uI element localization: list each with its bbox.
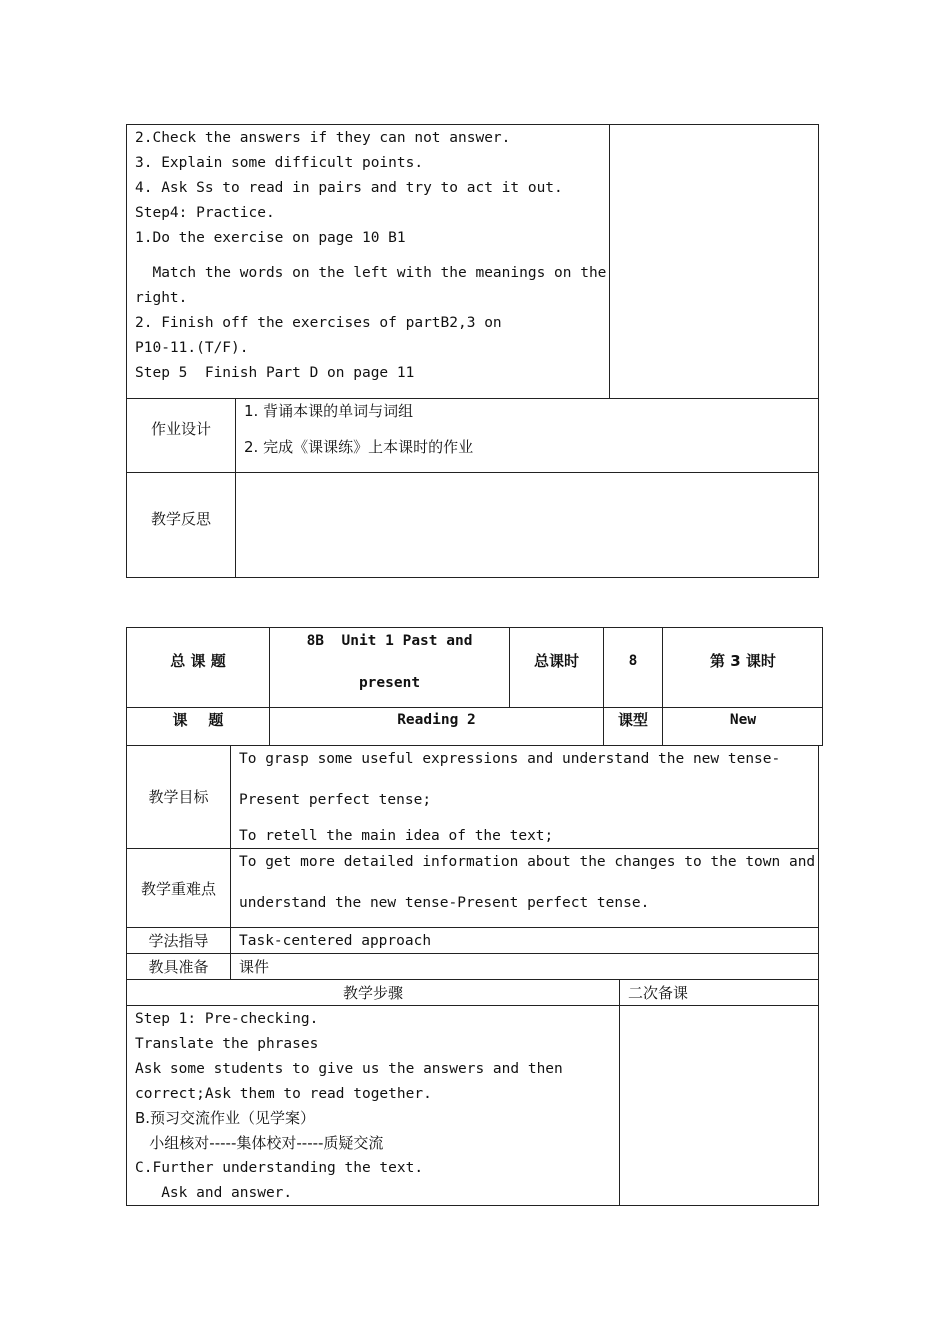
step-line: 2.Check the answers if they can not answer.: [135, 130, 511, 146]
step-line: right.: [135, 290, 188, 306]
table-divider: [126, 472, 819, 473]
goals-line: To retell the main idea of the text;: [239, 828, 554, 844]
goals-line: To grasp some useful expressions and understand the new tense-: [239, 751, 781, 767]
table-divider: [126, 953, 819, 954]
table-divider: [609, 124, 610, 398]
lesson-label: 课 题: [172, 711, 224, 729]
method-label: 学法指导: [148, 932, 209, 950]
goals-line: Present perfect tense;: [239, 792, 432, 808]
type-value: New: [729, 712, 757, 728]
key-points-line: To get more detailed information about the changes to the town and: [239, 854, 816, 870]
step-line: Ask some students to give us the answers and then: [135, 1061, 563, 1077]
step-line: correct;Ask them to read together.: [135, 1086, 432, 1102]
homework-item: 2. 完成《课课练》上本课时的作业: [244, 438, 474, 456]
tools-label: 教具准备: [148, 958, 209, 976]
table-divider: [230, 746, 231, 979]
step-line: Step 5 Finish Part D on page 11: [135, 365, 415, 381]
key-points-label: 教学重难点: [140, 880, 216, 898]
step-line: 1.Do the exercise on page 10 B1: [135, 230, 406, 246]
tools-value: 课件: [239, 958, 270, 976]
lesson-number: 第 3 课时: [710, 652, 776, 670]
reflection-label: 教学反思: [150, 510, 211, 528]
table-divider: [235, 398, 236, 578]
topic-label: 总 课 题: [170, 652, 226, 670]
table-divider: [126, 398, 819, 399]
step-line: 2. Finish off the exercises of partB2,3 on: [135, 315, 502, 331]
step-line: 4. Ask Ss to read in pairs and try to act it out.: [135, 180, 563, 196]
step-line: 3. Explain some difficult points.: [135, 155, 424, 171]
table-divider: [126, 1005, 819, 1006]
step-line: Step4: Practice.: [135, 205, 275, 221]
step-line: Match the words on the left with the meanings on the: [135, 265, 607, 281]
method-value: Task-centered approach: [239, 933, 432, 949]
step-line: C.Further understanding the text.: [135, 1160, 424, 1176]
table-divider: [126, 927, 819, 928]
step-line: 小组核对-----集体校对-----质疑交流: [135, 1134, 384, 1152]
goals-label: 教学目标: [148, 788, 209, 806]
key-points-line: understand the new tense-Present perfect tense.: [239, 895, 650, 911]
step-line: B.预习交流作业（见学案）: [135, 1109, 316, 1127]
table-divider: [619, 979, 620, 1206]
step-line: Translate the phrases: [135, 1036, 319, 1052]
step-line: Ask and answer.: [135, 1185, 293, 1201]
total-hours-label: 总课时: [533, 652, 579, 670]
topic-value: 8B Unit 1 Past and: [306, 633, 473, 649]
backup-header: 二次备课: [628, 984, 689, 1002]
table-divider: [126, 979, 819, 980]
lesson-value: Reading 2: [397, 712, 476, 728]
homework-label: 作业设计: [150, 420, 211, 438]
table-divider: [126, 707, 823, 708]
type-label: 课型: [617, 711, 648, 729]
total-hours-value: 8: [628, 653, 638, 669]
step-line: P10-11.(T/F).: [135, 340, 249, 356]
topic-value: present: [358, 675, 421, 691]
steps-header: 教学步骤: [342, 984, 403, 1002]
step-line: Step 1: Pre-checking.: [135, 1011, 319, 1027]
homework-item: 1. 背诵本课的单词与词组: [244, 402, 414, 420]
table-divider: [126, 848, 819, 849]
